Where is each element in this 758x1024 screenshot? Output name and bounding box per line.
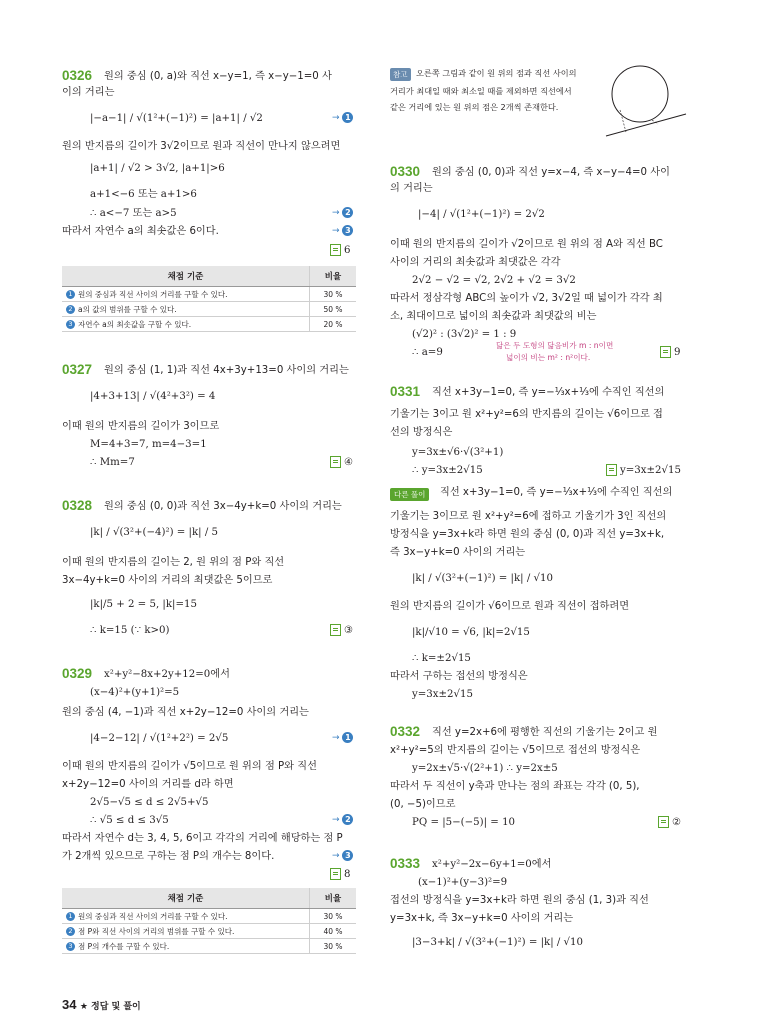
text-line: 따라서 구하는 접선의 방정식은 <box>390 671 528 682</box>
text-line: 사이의 거리의 최솟값과 최댓값은 각각 <box>390 257 561 268</box>
equation: 2√2 − √2 = √2, 2√2 + √2 = 3√2 <box>412 275 576 286</box>
equation: ∴ Mm=7 <box>90 457 135 468</box>
equation: |−a−1| / √(1²+(−1)²) = |a+1| / √2 <box>90 113 263 124</box>
answer-icon <box>330 244 341 256</box>
answer: 8 <box>330 868 350 880</box>
equation: (√2)² : (3√2)² = 1 : 9 <box>412 329 517 340</box>
equation: 2√5−√5 ≤ d ≤ 2√5+√5 <box>90 797 209 808</box>
note-tag: 참고 <box>390 68 411 81</box>
equation: |4+3+13| / √(4²+3²) = 4 <box>90 391 216 402</box>
equation: ∴ k=±2√15 <box>412 653 471 664</box>
equation: |k| / √(3²+(−4)²) = |k| / 5 <box>90 527 218 538</box>
step-marker: → 2 <box>332 207 353 218</box>
text-line: y=3x+k, 즉 3x−y+k=0 사이의 거리는 <box>390 913 574 924</box>
table-row: 1 원의 중심과 직선 사이의 거리를 구할 수 있다. 30 % <box>62 287 356 302</box>
answer: 6 <box>330 244 350 256</box>
text-line: 원의 반지름의 길이가 √6이므로 원과 직선이 접하려면 <box>390 601 630 612</box>
answer-icon <box>606 464 617 476</box>
grading-criteria-table <box>62 888 356 954</box>
hint-line: 넓이의 비는 m² : n²이다. <box>506 353 591 362</box>
step-marker: → 3 <box>332 225 353 236</box>
text-line: 접선의 방정식을 y=3x+k라 하면 원의 중심 (1, 3)과 직선 <box>390 895 649 906</box>
table-row: 3 자연수 a의 최솟값을 구할 수 있다. 20 % <box>62 317 356 332</box>
equation: |k|/√10 = √6, |k|=2√15 <box>412 627 530 638</box>
problem-number: 0326 <box>62 68 93 83</box>
column-header: 채점 기준 <box>62 266 310 287</box>
text-line: 이때 원의 반지름의 길이는 2, 원 위의 점 P와 직선 <box>62 557 285 568</box>
text-line: 소, 최대이므로 넓이의 최솟값과 최댓값의 비는 <box>390 311 597 322</box>
text-line: 따라서 자연수 d는 3, 4, 5, 6이고 각각의 거리에 해당하는 점 P <box>62 833 343 844</box>
equation: |a+1| / √2 > 3√2, |a+1|>6 <box>90 163 225 174</box>
text-line: 원의 중심 (4, −1)과 직선 x+2y−12=0 사이의 거리는 <box>62 707 309 718</box>
note-line: 오른쪽 그림과 같이 원 위의 점과 직선 사이의 <box>416 68 577 78</box>
table-row: 2 점 P와 직선 사이의 거리의 범위를 구할 수 있다. 40 % <box>62 924 356 939</box>
hint-line: 닮은 두 도형의 닮음비가 m : n이면 <box>496 341 614 350</box>
text-line: 기울기는 3이고 원 x²+y²=6의 반지름의 길이는 √6이므로 접 <box>390 409 663 420</box>
text-line: 원의 중심 (0, 0)과 직선 3x−4y+k=0 사이의 거리는 <box>104 501 342 512</box>
text-line: x+2y−12=0 사이의 거리를 d라 하면 <box>62 779 234 790</box>
equation: a+1<−6 또는 a+1>6 <box>90 189 197 200</box>
text-line: 즉 3x−y+k=0 사이의 거리는 <box>390 547 526 558</box>
text-line: 직선 x+3y−1=0, 즉 y=−⅓x+⅓에 수직인 직선의 <box>440 487 673 498</box>
text-line: 따라서 자연수 a의 최솟값은 6이다. <box>62 226 219 237</box>
problem-number: 0332 <box>390 724 421 739</box>
equation: |k| / √(3²+(−1)²) = |k| / √10 <box>412 573 553 584</box>
text-line: 선의 방정식은 <box>390 427 453 438</box>
table-row: 3 점 P의 개수를 구할 수 있다. 30 % <box>62 939 356 954</box>
equation: M=4+3=7, m=4−3=1 <box>90 439 207 450</box>
text-line: 따라서 두 직선이 y축과 만나는 점의 좌표는 각각 (0, 5), <box>390 781 640 792</box>
answer: 9 <box>660 346 680 358</box>
text-line: 방정식을 y=3x+k라 하면 원의 중심 (0, 0)과 직선 y=3x+k, <box>390 529 665 540</box>
text-line: x²+y²=5의 반지름의 길이는 √5이므로 접선의 방정식은 <box>390 745 641 756</box>
equation: y=3x±2√15 <box>412 689 473 700</box>
answer: ② <box>658 816 681 828</box>
text-line: 이의 거리는 <box>62 87 115 98</box>
equation: ∴ a<−7 또는 a>5 <box>90 208 177 219</box>
text-line: 직선 x+3y−1=0, 즉 y=−⅓x+⅓에 수직인 직선의 <box>432 387 665 398</box>
column-header: 비율 <box>310 888 357 909</box>
column-header: 채점 기준 <box>62 888 310 909</box>
text-line: 원의 중심 (1, 1)과 직선 4x+3y+13=0 사이의 거리는 <box>104 365 349 376</box>
text-line: 원의 반지름의 길이가 3√2이므로 원과 직선이 만나지 않으려면 <box>62 141 341 152</box>
alt-solution-tag: 다른 풀이 <box>390 488 429 501</box>
equation: ∴ √5 ≤ d ≤ 3√5 <box>90 815 169 826</box>
problem-number: 0327 <box>62 362 93 377</box>
problem-number: 0333 <box>390 856 421 871</box>
table-row: 1 원의 중심과 직선 사이의 거리를 구할 수 있다. 30 % <box>62 909 356 924</box>
equation: PQ = |5−(−5)| = 10 <box>412 817 516 828</box>
grading-criteria-table <box>62 266 356 332</box>
text-line: 가 2개씩 있으므로 구하는 점 P의 개수는 8이다. <box>62 851 275 862</box>
equation: |3−3+k| / √(3²+(−1)²) = |k| / √10 <box>412 937 583 948</box>
equation: |4−2−12| / √(1²+2²) = 2√5 <box>90 733 229 744</box>
problem-number: 0330 <box>390 164 421 179</box>
text-line: 직선 y=2x+6에 평행한 직선의 기울기는 2이고 원 <box>432 727 658 738</box>
text-line: 원의 중심 (0, a)와 직선 x−y=1, 즉 x−y−1=0 사 <box>104 71 332 82</box>
answer-icon <box>330 868 341 880</box>
circle-line-figure <box>600 62 690 140</box>
equation: y=3x±√6·√(3²+1) <box>412 447 504 458</box>
text-line: 이때 원의 반지름의 길이가 3이므로 <box>62 421 220 432</box>
step-marker: → 3 <box>332 850 353 861</box>
problem-number: 0328 <box>62 498 93 513</box>
column-header: 비율 <box>310 266 357 287</box>
equation: ∴ a=9 <box>412 347 443 358</box>
equation: |k|/5 + 2 = 5, |k|=15 <box>90 599 197 610</box>
text-line: 의 거리는 <box>390 183 433 194</box>
step-marker: → 1 <box>332 112 353 123</box>
page-footer <box>62 997 141 1012</box>
answer: y=3x±2√15 <box>606 464 681 476</box>
note-line: 같은 거리에 있는 원 위의 점은 2개씩 존재한다. <box>390 102 559 112</box>
footer-label: ★ 정답 및 풀이 <box>79 1002 141 1012</box>
answer: ④ <box>330 456 353 468</box>
step-marker: → 1 <box>332 732 353 743</box>
equation: ∴ y=3x±2√15 <box>412 465 483 476</box>
equation: y=2x±√5·√(2²+1) ∴ y=2x±5 <box>412 763 558 774</box>
page-number: 34 <box>62 997 77 1012</box>
answer-icon <box>330 456 341 468</box>
text-line: (0, −5)이므로 <box>390 799 456 810</box>
text-line: 이때 원의 반지름의 길이가 √2이므로 원 위의 점 A와 직선 BC <box>390 239 663 250</box>
equation: x²+y²−2x−6y+1=0에서 <box>432 859 552 870</box>
text-line: 따라서 정삼각형 ABC의 높이가 √2, 3√2일 때 넓이가 각각 최 <box>390 293 663 304</box>
equation: (x−1)²+(y−3)²=9 <box>418 877 508 888</box>
problem-number: 0331 <box>390 384 421 399</box>
text-line: 3x−4y+k=0 사이의 거리의 최댓값은 5이므로 <box>62 575 273 586</box>
text-line: 원의 중심 (0, 0)과 직선 y=x−4, 즉 x−y−4=0 사이 <box>432 167 670 178</box>
text-line: 기울기는 3이므로 원 x²+y²=6에 접하고 기울기가 3인 직선의 <box>390 511 667 522</box>
answer-icon <box>658 816 669 828</box>
answer-icon <box>660 346 671 358</box>
answer: ③ <box>330 624 353 636</box>
equation: ∴ k=15 (∵ k>0) <box>90 625 170 636</box>
text-line: 이때 원의 반지름의 길이가 √5이므로 원 위의 점 P와 직선 <box>62 761 317 772</box>
equation: (x−4)²+(y+1)²=5 <box>90 687 180 698</box>
table-row: 2 a의 값의 범위를 구할 수 있다. 50 % <box>62 302 356 317</box>
step-marker: → 2 <box>332 814 353 825</box>
answer-icon <box>330 624 341 636</box>
equation: x²+y²−8x+2y+12=0에서 <box>104 669 230 680</box>
equation: |−4| / √(1²+(−1)²) = 2√2 <box>418 209 545 220</box>
problem-number: 0329 <box>62 666 93 681</box>
note-line: 거리가 최대일 때와 최소일 때를 제외하면 직선에서 <box>390 86 572 96</box>
